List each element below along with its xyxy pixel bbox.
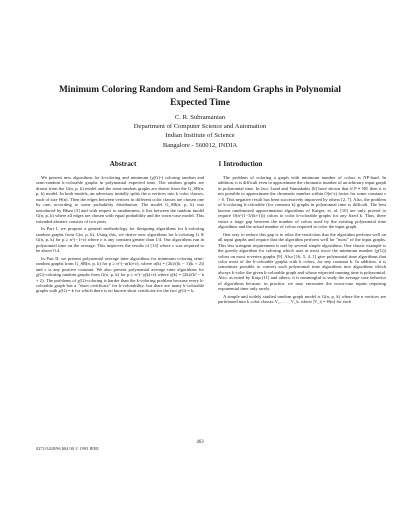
author-city: Bangalore - 560012, INDIA: [162, 141, 238, 149]
page-number: 463: [196, 440, 204, 445]
abstract-paragraph: In Part II, we present polynomial average time algorithms for minimum coloring semi-random graphs from G_SB(n, p, k) for p ≥ n^(−α(k)+ε), where α(k) = (2k)/((k − 1)(k + 2)) and ε is any positive constant. We also present polynomial average time algorithms for χ(G)-coloring random graphs from G(n, p, k) for p ≥ n^(−γ(k)+ε) where γ(k) = (2k)/(k² − k + 2). The problems of χ(G)-coloring is harder than the k-coloring problem because every k-colorable graph has a "short certificate" for k-colorability, but there are many k-colorable graphs with χ(G) = k for which there is no known short certificate for the fact χ(G) = k.: [36, 255, 204, 294]
introduction-column: [218, 175, 386, 437]
author-department: Department of Computer Science and Automation: [133, 123, 267, 131]
abstract-paragraph: In Part I, we propose a general methodology for designing algorithms for k-coloring random graphs from G(n, p, k). Using this, we derive new algorithms for k-coloring G ∈ G(n, p, k) for p ≥ n^(−1+ε) where ε is any constant greater than 1/4. Our algorithms run in polynomial time on the average. This improves the results of [13] where ε was required to be above 0.4.: [36, 226, 204, 254]
introduction-paragraph: The problem of coloring a graph with minimum number of colors is NP-hard. In addition, it is difficult even to approximate the chromatic number of an arbitrary input graph in polynomial time. In fact, Lund and Yannakakis [6] have shown that if P ≠ NP, then it is not possible to approximate the chromatic number within O(n^ε) factor for some constant ε > 0. This negative result has been successively improved by others [2, 7]. Also, the problem of k-coloring k-colorable (for constant k) graphs in polynomial time is difficult. The best known randomized approximation algorithms of Karger, et. al. [10] are only proved to require O(n^(1−3/(k+1))) colors to color k-colorable graphs for any fixed k. Thus, there exists a large gap between the number of colors used by the existing polynomial time algorithms and the actual number of colors required to color the input graph.: [218, 175, 386, 230]
paper-title: [40, 84, 360, 110]
introduction-paragraph: A simple and widely studied random graph model is G(n, p, k) where the n vertices are partitioned into k color classes V₁, . . . , V_k, where |V_i| = Θ(n) for each: [218, 293, 386, 305]
author-institute: Indian Institute of Science: [165, 132, 235, 140]
introduction-heading: 1 Introduction: [218, 160, 263, 168]
author-block: [60, 113, 340, 150]
abstract-paragraph: We present new algorithms for k-coloring and minimum (χ(G)-) coloring random and semi-random k-colorable graphs in polynomial expected time. The random graphs are drawn from the G(n, p, k) model and the semi-random graphs are drawn from the G_SB(n, p, k) model. In both models, an adversary initially splits the n vertices into k color classes, each of size Θ(n). Then the edges between vertices in different color classes are chosen one by one, according to some probability distribution. The model G_SB(n, p, k) was introduced by Blum [3] and with respect to randomness, it lies between the random model G(n, p, k) where all edges are chosen with equal probability and the worst-case model. This extended abstract consists of two parts.: [36, 175, 204, 224]
abstract-column: [36, 175, 204, 437]
introduction-paragraph: One way to reduce this gap is to relax the restriction that the algorithm perform well on all input graphs and require that the algorithm perform well for "most" of the input graphs. This less stringent requirement is met by several simple algorithms. One classic example is the greedy algorithm for coloring which uses at most twice the minimum number (χ(G)) colors on most n-vertex graphs [9]. Also [16, 5, 4, 1] give polynomial time algorithms that color most of the k-colorable graphs with k colors, for any constant k. In addition, it is sometimes possible to convert such polynomial time algorithms into algorithms which always k-color the given k-colorable graph and whose expected running time is polynomial. Also, as noted by Karp [11] and others, it is meaningful to study the average case behavior of algorithms because, in practice, we may encounter the worst-case inputs requiring exponential time only rarely.: [218, 231, 386, 292]
footer-copyright: 0272-5428/96 $04.00 © 1995 IEEE: [36, 446, 99, 451]
title-line-1: Minimum Coloring Random and Semi-Random Graphs in Polynomial: [58, 85, 342, 95]
author-name: C. R. Subramanian: [174, 114, 226, 121]
title-line-2: Expected Time: [170, 98, 230, 108]
abstract-heading: Abstract: [109, 160, 137, 168]
